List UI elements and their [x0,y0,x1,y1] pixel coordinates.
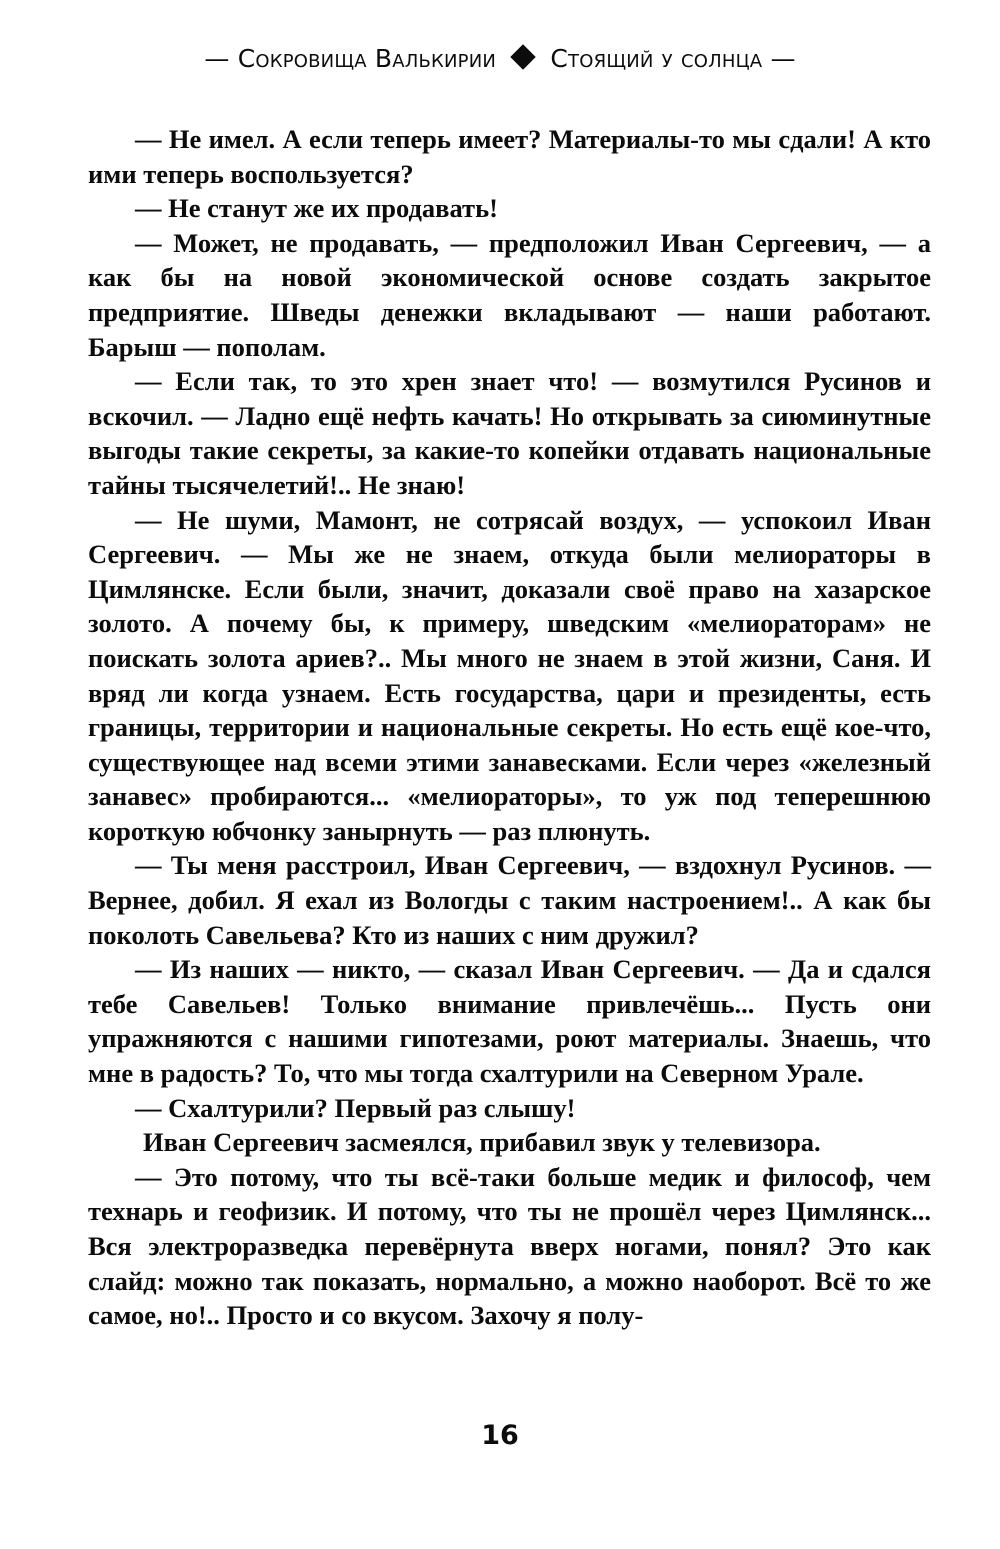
running-header [0,44,1000,73]
paragraph: — Может, не продавать, — предположил Иван Сергеевич, — а как бы на новой экономической основе создать закрытое предприятие. Шведы денежки вкладывают — наши работают. Барыш — пополам. [88,227,931,362]
paragraph: — Ты меня расстроил, Иван Сергеевич, — вздохнул Русинов. — Вернее, добил. Я ехал из Вологды с таким настроением!.. А как бы поколоть Савельева? Кто из наших с ним дружил? [88,850,931,950]
paragraph: — Если так, то это хрен знает что! — возмутился Русинов и вскочил. — Ладно ещё нефть качать! Но открывать за сиюминутные выгоды такие секреты, за какие-то копейки отдавать национальные тайны тысячелетий!.. Не знаю! [88,366,931,500]
page-number: 16 [481,1420,519,1451]
header-book-title: — Сокровища Валькирии [204,44,497,73]
paragraph: — Не имел. А если теперь имеет? Материалы-то мы сдали! А кто ими теперь воспользуется? [88,124,931,189]
paragraph: Иван Сергеевич засмеялся, прибавил звук у телевизора. [143,1127,821,1158]
paragraph: — Из наших — никто, — сказал Иван Сергеевич. — Да и сдался тебе Савельев! Только внимание привлечёшь... Пусть они упражняются с нашими гипотезами, роют материалы. Знаешь, что мне в радость? То, что мы тогда схалтурили на Северном Урале. [88,954,931,1089]
paragraph: — Не шуми, Мамонт, не сотрясай воздух, — успокоил Иван Сергеевич. — Мы же не знаем, откуда были мелиораторы в Цимлянске. Если были, значит, доказали своё право на хазарское золото. А почему бы, к примеру, шведским «мелиораторам» не поискать золота ариев?.. Мы много не знаем в этой жизни, Саня. И вряд ли когда узнаем. Есть государства, цари и президенты, есть границы, территории и национальные секреты. Но есть ещё кое-что, существующее над всеми этими занавесками. Если через «железный занавес» пробираются... «мелиораторы», то уж под теперешнюю короткую юбчонку занырнуть — раз плюнуть. [88,504,931,846]
paragraph: — Схалтурили? Первый раз слышу! [135,1092,576,1123]
header-chapter-title: Стоящий у солнца — [550,44,796,73]
paragraph: — Не станут же их продавать! [135,193,498,224]
body-text [88,122,931,1333]
paragraph: — Это потому, что ты всё-таки больше медик и философ, чем технарь и геофизик. И потому, что ты не прошёл через Цимлянск... Вся электроразведка перевёрнута вверх ногами, понял? Это как слайд: можно так показать, нормально, а можно наоборот. Всё то же самое, но!.. Просто и со вкусом. Захочу я полу- [88,1161,931,1331]
diamond-icon [511,44,536,69]
